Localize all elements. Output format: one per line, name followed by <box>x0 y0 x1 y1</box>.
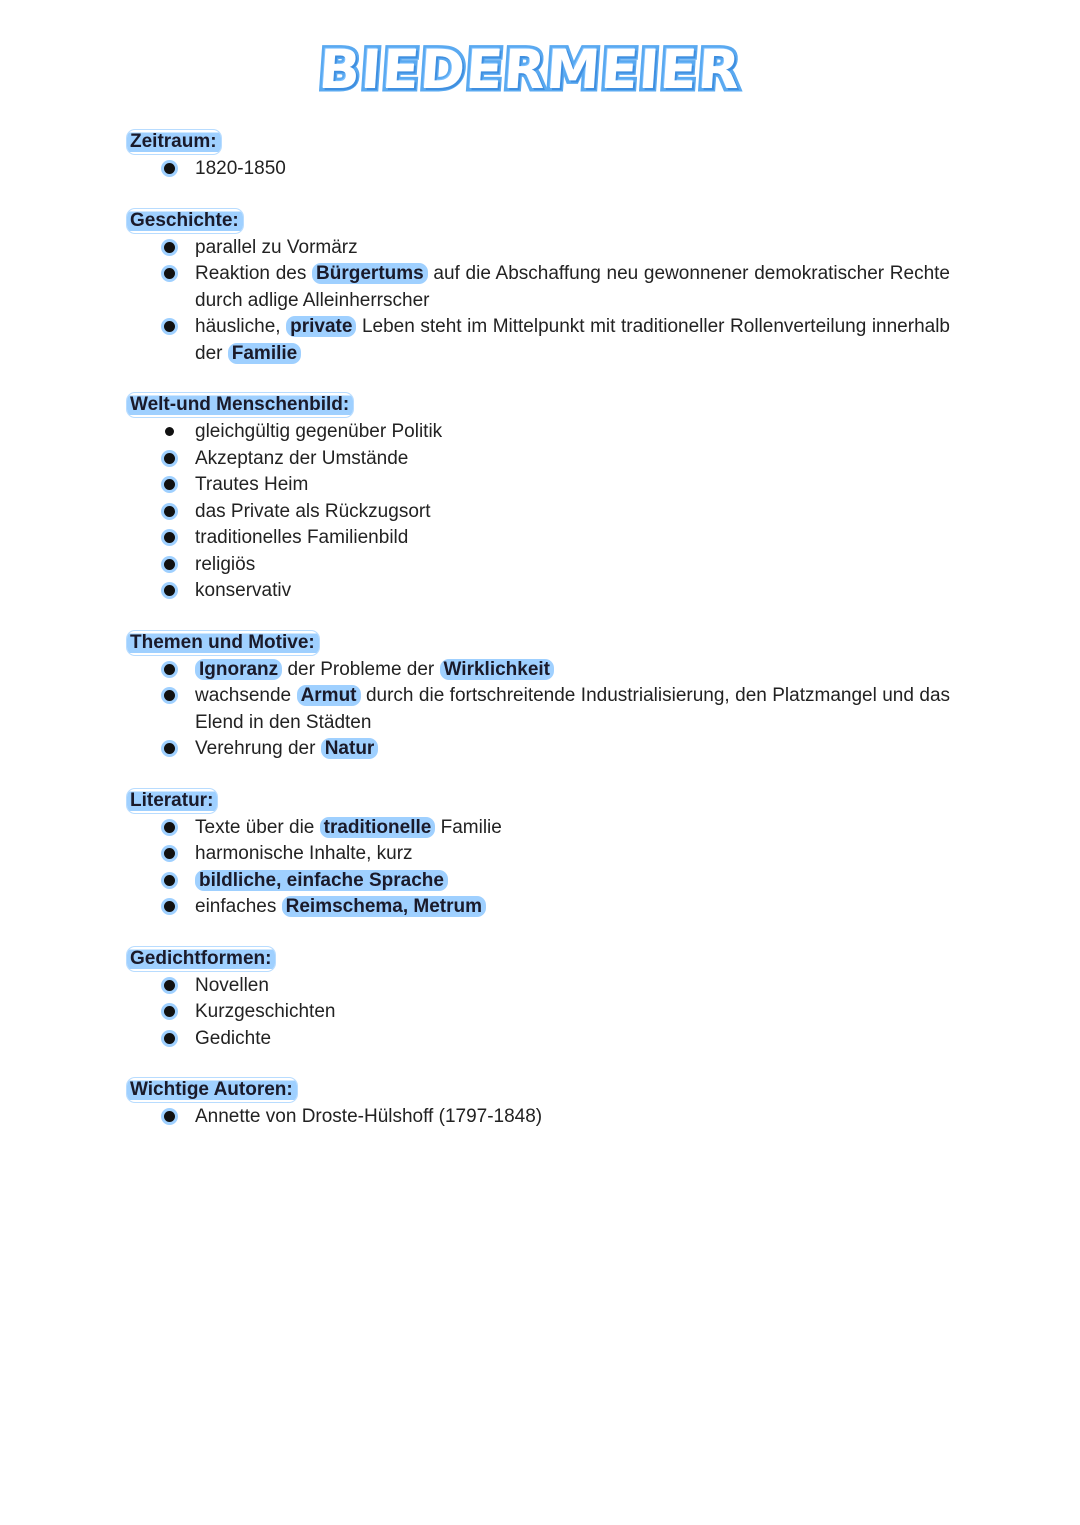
item-text: parallel zu Vormärz <box>195 236 358 258</box>
list-item <box>128 419 950 446</box>
bullet-icon <box>164 1033 175 1044</box>
section-autoren <box>128 1078 950 1131</box>
bullet-icon <box>164 980 175 991</box>
list-item <box>128 1026 950 1053</box>
bullet-list <box>128 657 950 763</box>
item-text: harmonische Inhalte, kurz <box>195 843 413 864</box>
item-text: einfaches <box>195 896 282 917</box>
bullet-icon <box>164 163 175 174</box>
bullet-icon <box>164 268 175 279</box>
list-item <box>128 578 950 605</box>
bullet-list <box>128 156 950 183</box>
highlighted-term: Ignoranz <box>195 659 282 680</box>
list-item <box>128 973 950 1000</box>
item-text: konservativ <box>195 580 292 601</box>
bullet-icon <box>164 875 175 886</box>
bullet-icon <box>164 532 175 543</box>
bullet-icon <box>164 559 175 570</box>
item-text: Reaktion des <box>195 263 313 284</box>
bullet-icon <box>164 901 175 912</box>
list-item <box>128 156 950 183</box>
page-title: BIEDERMEIER <box>316 37 744 101</box>
section-heading: Geschichte: <box>127 209 243 233</box>
list-item <box>128 552 950 579</box>
section-heading: Zeitraum: <box>127 130 221 154</box>
item-text: Familie <box>435 816 502 838</box>
list-item <box>128 499 950 526</box>
bullet-list <box>128 235 950 368</box>
bullet-icon <box>164 479 175 490</box>
bullet-icon <box>164 848 175 859</box>
section-zeitraum <box>128 130 950 183</box>
bullet-icon <box>164 664 175 675</box>
list-item <box>128 683 950 736</box>
item-text: Novellen <box>195 974 269 996</box>
bullet-icon <box>164 585 175 596</box>
section-heading: Themen und Motive: <box>127 631 319 655</box>
item-text: das Private als Rückzugsort <box>195 500 431 522</box>
highlighted-term: Reimschema, Metrum <box>282 896 486 917</box>
list-item <box>128 999 950 1026</box>
section-heading: Gedichtformen: <box>127 947 275 971</box>
highlighted-term: Familie <box>228 343 301 364</box>
item-text: Verehrung der <box>195 738 321 759</box>
item-text: wachsende <box>195 685 297 706</box>
list-item <box>128 815 950 842</box>
bullet-icon <box>165 427 174 436</box>
notes-content <box>128 130 950 1157</box>
list-item <box>128 314 950 367</box>
list-item <box>128 525 950 552</box>
bullet-list <box>128 419 950 605</box>
item-text: religiös <box>195 553 256 575</box>
item-text: Texte über die <box>195 816 320 838</box>
item-text: Akzeptanz der Umstände <box>195 447 409 469</box>
item-text: Leben steht im Mittelpunkt mit traditioneller Rollenverteilung innerhalb der <box>195 316 950 364</box>
bullet-icon <box>164 1111 175 1122</box>
item-text: Trautes Heim <box>195 474 309 495</box>
section-gedichtformen <box>128 947 950 1053</box>
bullet-icon <box>164 1006 175 1017</box>
item-text: Annette von Droste-Hülshoff (1797-1848) <box>195 1106 543 1127</box>
item-text: der Probleme der <box>282 658 440 680</box>
item-text: Gedichte <box>195 1027 272 1049</box>
section-heading: Welt-und Menschenbild: <box>127 393 353 417</box>
section-heading: Literatur: <box>127 789 217 813</box>
item-text: gleichgültig gegenüber Politik <box>195 421 443 442</box>
highlighted-term: bildliche, einfache Sprache <box>195 870 448 891</box>
item-text: häusliche, <box>195 316 287 337</box>
bullet-icon <box>164 743 175 754</box>
highlighted-term: Natur <box>321 738 379 759</box>
item-text: durch die fortschreitende Industrialisierung, den Platzmangel und das Elend in den Städten <box>195 685 951 733</box>
list-item <box>128 472 950 499</box>
item-text: Kurzgeschichten <box>195 1001 336 1022</box>
item-text: auf die Abschaffung neu gewonnener demokratischer Rechte durch adlige Alleinherrscher <box>195 263 950 311</box>
list-item <box>128 894 950 921</box>
title-banner <box>300 34 760 104</box>
highlighted-term: private <box>286 316 356 337</box>
list-item <box>128 841 950 868</box>
highlighted-term: traditionelle <box>320 817 436 838</box>
bullet-list <box>128 815 950 921</box>
highlighted-term: Armut <box>297 685 361 706</box>
item-text: 1820-1850 <box>195 158 286 179</box>
list-item <box>128 1104 950 1131</box>
section-weltbild <box>128 393 950 605</box>
highlighted-term: Bürgertums <box>312 263 428 284</box>
item-text: traditionelles Familienbild <box>195 527 409 548</box>
section-themen <box>128 631 950 763</box>
section-geschichte <box>128 209 950 368</box>
bullet-icon <box>164 453 175 464</box>
list-item <box>128 868 950 895</box>
bullet-icon <box>164 822 175 833</box>
list-item <box>128 235 950 262</box>
list-item <box>128 446 950 473</box>
bullet-list <box>128 973 950 1053</box>
bullet-icon <box>164 242 175 253</box>
list-item <box>128 261 950 314</box>
section-heading: Wichtige Autoren: <box>127 1078 297 1102</box>
bullet-icon <box>164 321 175 332</box>
bullet-icon <box>164 506 175 517</box>
list-item <box>128 736 950 763</box>
section-literatur <box>128 789 950 921</box>
bullet-list <box>128 1104 950 1131</box>
bullet-icon <box>164 690 175 701</box>
list-item <box>128 657 950 684</box>
highlighted-term: Wirklichkeit <box>440 659 554 680</box>
